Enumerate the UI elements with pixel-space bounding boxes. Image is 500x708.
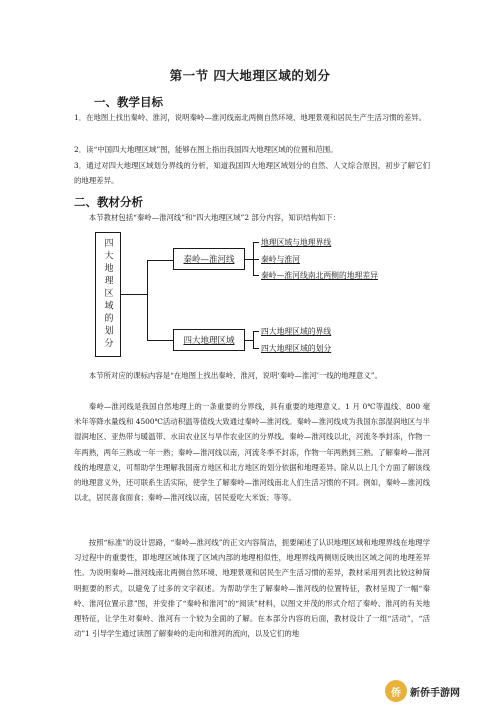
analysis-intro: 本节教材包括“秦岭—淮河线”和“四大地理区域”2 部分内容，知识结构如下： bbox=[88, 213, 341, 222]
connector-line bbox=[253, 348, 259, 349]
connector-line bbox=[253, 259, 259, 260]
section-heading-goals: 一、教学目标 bbox=[94, 95, 163, 109]
logo-mark-icon: 侨 bbox=[385, 680, 407, 702]
body-paragraph-2: 秦岭—淮河线是我国自然地理上的一条重要的分界线，具有重要的地理意义。1 月 0℃等温线、800 毫米年等降水量线和 4500℃活动积温等值线大致通过秦岭—淮河线。秦岭—淮河线成为我国东部湿润地区与半湿润地区、亚热带与暖温带、水田农业区与旱作农业区的分界线。秦岭—淮河线以北，河流冬季封冻，作物一年两熟，两年三熟或一年一熟；秦岭—淮河线以南，河流冬季不封冻，作物一年两熟到三熟。了解秦岭—淮河线的地理意义，可帮助学生理解我国南方地区和北方地区的划分依据和地理差异。除从以上几个方面了解该线的地理意义外，还可联系生活实际，使学生了解秦岭—淮河线南北人们生活习惯的不同。例如，秦岭—淮河线以北，居民喜食面食；秦岭—淮河线以南，居民爱吃大米饭；等等。 bbox=[74, 402, 430, 503]
connector-line bbox=[245, 259, 253, 260]
connector-line bbox=[121, 294, 147, 295]
body-paragraph-1: 本节所对应的课标内容是“在地图上找出秦岭、淮河，说明‘秦岭—淮河’一线的地理意义”。 bbox=[88, 371, 382, 380]
goal-item-1: 1．在地图上找出秦岭、淮河，说明秦岭—淮河线南北两侧自然环境、地理景观和居民生产生活习惯的差异。 bbox=[74, 113, 427, 122]
diagram-root-box bbox=[95, 232, 121, 357]
diagram-root-label: 四大地理区域的划分 bbox=[102, 238, 113, 351]
site-logo bbox=[385, 680, 460, 702]
diagram-leaf-3: 秦岭—淮河线南北两侧的地理差异 bbox=[261, 271, 378, 280]
connector-line bbox=[147, 260, 148, 341]
page-title: 第一节 四大地理区域的划分 bbox=[169, 68, 331, 83]
section-heading-analysis: 二、教材分析 bbox=[74, 195, 143, 209]
goal-item-2: 2．读“中国四大地理区域”图，能够在图上指出我国四大地理区域的位置和范围。 bbox=[74, 145, 338, 154]
connector-line bbox=[253, 331, 259, 332]
body-paragraph-3: 按照“标准”的设计思路，“秦岭—淮河线”的正文内容简洁，扼要阐述了认识地理区域和地理界线在地理学习过程中的重要性，即地理区域体现了区域内部的地理相似性，地理界线两侧则反映出区域之间的地理差异性。为说明秦岭—淮河线南北两侧自然环境、地理景观和居民生产生活习惯的差异，教材采用列表比较这种简明扼要的形式，以避免了过多的文字叙述。为帮助学生了解秦岭—淮河线的位置特征，教材呈现了一幅“秦岭、淮河位置示意”图，并安排了“秦岭和淮河”的“阅读”材料，以图文并茂的形式介绍了秦岭、淮河的有关地理特征，让学生对秦岭、淮河有一个较为全面的了解。在本部分内容的后面，教材设计了一组“活动”，“活动”1 引导学生通过读图了解秦岭的走向和淮河的流向，以及它们的地 bbox=[74, 538, 430, 639]
connector-line bbox=[245, 340, 253, 341]
connector-line bbox=[253, 331, 254, 349]
diagram-leaf-2: 秦岭与淮河 bbox=[261, 255, 300, 264]
knowledge-structure-diagram bbox=[95, 232, 435, 362]
connector-line bbox=[253, 275, 259, 276]
diagram-leaf-4: 四大地理区域的界线 bbox=[261, 327, 332, 336]
diagram-branch-1-label: 秦岭—淮河线 bbox=[183, 255, 235, 265]
diagram-leaf-1: 地理区域与地理界线 bbox=[261, 238, 332, 247]
connector-line bbox=[147, 340, 173, 341]
goal-item-3: 3．通过对四大地理区域划分界线的分析，知道我国四大地理区域划分的自然、人文综合原因，初步了解它们的地理差异。 bbox=[74, 161, 430, 186]
connector-line bbox=[147, 260, 173, 261]
connector-line bbox=[253, 242, 259, 243]
diagram-branch-2-box bbox=[173, 329, 245, 351]
diagram-branch-1-box bbox=[173, 248, 245, 270]
diagram-branch-2-label: 四大地理区域 bbox=[183, 336, 235, 346]
diagram-leaf-5: 四大地理区域的划分 bbox=[261, 344, 332, 353]
logo-text: 新侨手游网 bbox=[410, 687, 460, 699]
